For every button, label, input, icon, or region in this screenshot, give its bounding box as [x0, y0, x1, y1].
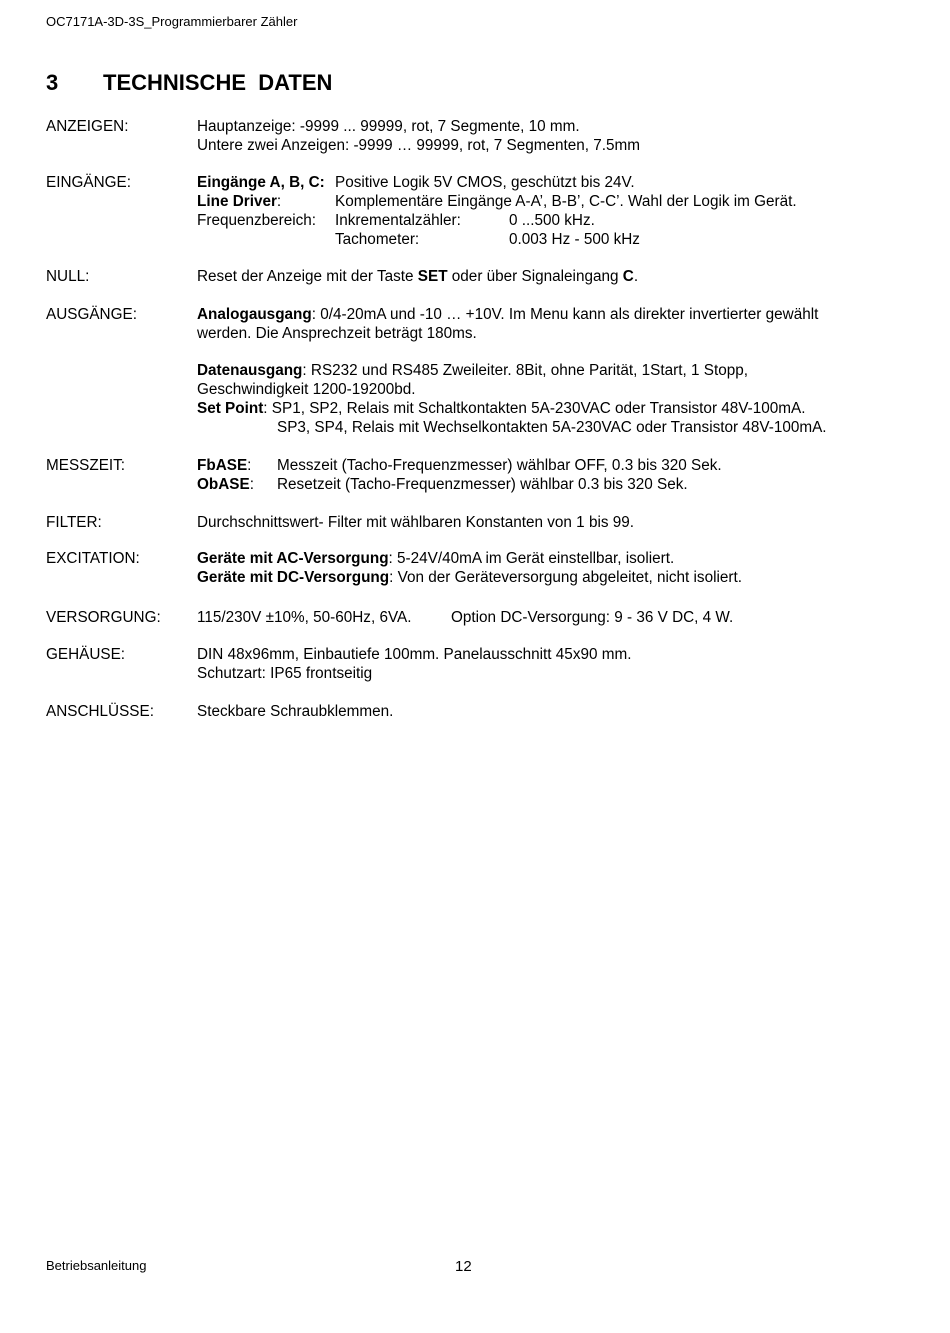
- eingaenge-abc-key: Eingänge A, B, C:: [197, 174, 325, 191]
- footer-doc-type: Betriebsanleitung: [46, 1258, 147, 1273]
- anzeigen-line-2: Untere zwei Anzeigen: -9999 … 99999, rot, 7 Segmenten, 7.5mm: [197, 137, 641, 154]
- label-null: NULL:: [46, 268, 90, 285]
- messzeit-obase-value: Resetzeit (Tacho-Frequenzmesser) wählbar 0.3 bis 320 Sek.: [277, 476, 688, 493]
- label-eingaenge: EINGÄNGE:: [46, 174, 131, 191]
- messzeit-fbase-key: FbASE:: [197, 457, 252, 474]
- gehaeuse-line-1: DIN 48x96mm, Einbautiefe 100mm. Panelausschnitt 45x90 mm.: [197, 646, 632, 663]
- null-text: Reset der Anzeige mit der Taste SET oder über Signaleingang C.: [197, 268, 639, 285]
- messzeit-fbase-value: Messzeit (Tacho-Frequenzmesser) wählbar OFF, 0.3 bis 320 Sek.: [277, 457, 722, 474]
- ausgaenge-daten-line-2: Geschwindigkeit 1200-19200bd.: [197, 381, 416, 398]
- label-gehaeuse: GEHÄUSE:: [46, 646, 126, 663]
- gehaeuse-line-2: Schutzart: IP65 frontseitig: [197, 665, 373, 682]
- anzeigen-line-1: Hauptanzeige: -9999 ... 99999, rot, 7 Segmente, 10 mm.: [197, 118, 580, 135]
- ausgaenge-setpoint: Set Point: SP1, SP2, Relais mit Schaltkontakten 5A-230VAC oder Transistor 48V-100mA.: [197, 400, 806, 417]
- ausgaenge-setpoint-line-2: SP3, SP4, Relais mit Wechselkontakten 5A-230VAC oder Transistor 48V-100mA.: [277, 419, 827, 436]
- excitation-ac: Geräte mit AC-Versorgung: 5-24V/40mA im Gerät einstellbar, isoliert.: [197, 550, 675, 567]
- label-messzeit: MESSZEIT:: [46, 457, 126, 474]
- label-versorgung: VERSORGUNG:: [46, 609, 161, 626]
- eingaenge-abc-value: Positive Logik 5V CMOS, geschützt bis 24V.: [335, 174, 635, 191]
- filter-text: Durchschnittswert- Filter mit wählbaren Konstanten von 1 bis 99.: [197, 514, 635, 531]
- document-header: OC7171A-3D-3S_Programmierbarer Zähler: [46, 14, 298, 29]
- label-ausgaenge: AUSGÄNGE:: [46, 306, 137, 323]
- eingaenge-inkremental-key: Inkrementalzähler:: [335, 212, 461, 229]
- eingaenge-inkremental-value: 0 ...500 kHz.: [509, 212, 595, 229]
- label-excitation: EXCITATION:: [46, 550, 140, 567]
- versorgung-option: Option DC-Versorgung: 9 - 36 V DC, 4 W.: [451, 609, 734, 626]
- excitation-dc: Geräte mit DC-Versorgung: Von der Geräteversorgung abgeleitet, nicht isoliert.: [197, 569, 742, 586]
- label-anschluesse: ANSCHLÜSSE:: [46, 703, 154, 720]
- versorgung-text: 115/230V ±10%, 50-60Hz, 6VA.: [197, 609, 412, 626]
- label-filter: FILTER:: [46, 514, 102, 531]
- page-number: 12: [455, 1258, 472, 1275]
- section-number: 3: [46, 70, 59, 95]
- messzeit-obase-key: ObASE:: [197, 476, 254, 493]
- ausgaenge-daten: Datenausgang: RS232 und RS485 Zweileiter. 8Bit, ohne Parität, 1Start, 1 Stopp,: [197, 362, 748, 379]
- label-anzeigen: ANZEIGEN:: [46, 118, 129, 135]
- section-title: TECHNISCHE DATEN: [103, 70, 333, 95]
- eingaenge-line-driver-value: Komplementäre Eingänge A-A’, B-B’, C-C’. Wahl der Logik im Gerät.: [335, 193, 797, 210]
- eingaenge-line-driver-key: Line Driver:: [197, 193, 282, 210]
- ausgaenge-analog: Analogausgang: 0/4-20mA und -10 … +10V. Im Menu kann als direkter invertierter gewählt: [197, 306, 819, 323]
- section-heading: [46, 70, 332, 96]
- anschluesse-text: Steckbare Schraubklemmen.: [197, 703, 394, 720]
- eingaenge-frequenz-key: Frequenzbereich:: [197, 212, 317, 229]
- ausgaenge-analog-line-2: werden. Die Ansprechzeit beträgt 180ms.: [197, 325, 477, 342]
- eingaenge-tachometer-key: Tachometer:: [335, 231, 420, 248]
- eingaenge-tachometer-value: 0.003 Hz - 500 kHz: [509, 231, 640, 248]
